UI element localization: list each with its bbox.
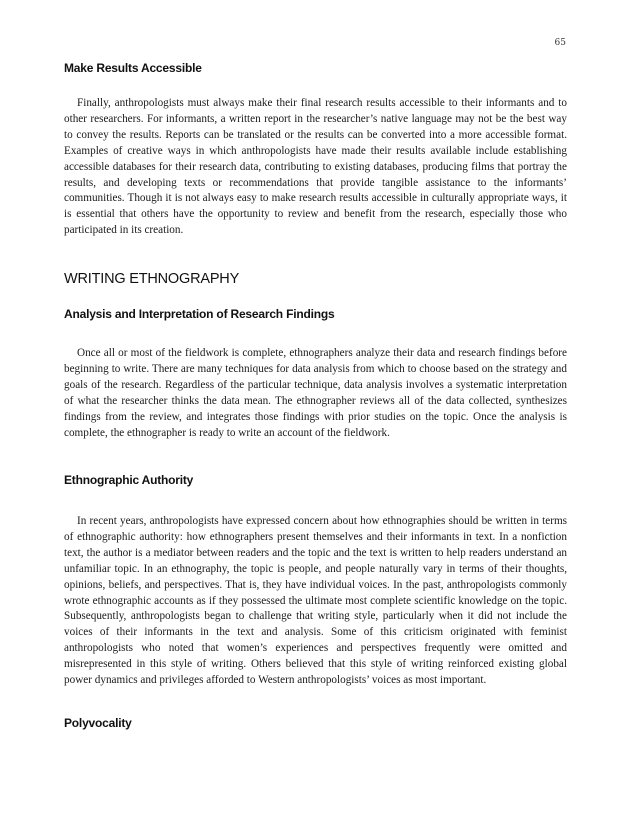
- paragraph-make-results-accessible: Finally, anthropologists must always make their final research results accessible to their informants and to other researchers. For informants, a written report in the researcher’s native language may not be the best way to convey the results. Reports can be translated or the results can be converted into a more accessible format. Examples of creative ways in which anthropologists have made their results available include establishing accessible databases for their research data, contributing to existing databases, producing films that portray the results, and developing texts or recommendations that provide tangible assistance to the informants’ communities. Though it is not always easy to make research results accessible in culturally appropriate ways, it is essential that others have the opportunity to review and benefit from the research, especially those who participated in its creation.: [64, 97, 567, 237]
- chapter-heading-writing-ethnography: WRITING ETHNOGRAPHY: [64, 271, 240, 287]
- section-heading-make-results-accessible: Make Results Accessible: [64, 61, 202, 75]
- section-heading-polyvocality: Polyvocality: [64, 716, 132, 730]
- section-heading-ethnographic-authority: Ethnographic Authority: [64, 473, 194, 487]
- paragraph-ethnographic-authority: In recent years, anthropologists have expressed concern about how ethnographies should be written in terms of ethnographic authority: how ethnographers present themselves and their informants in text. In a nonfiction text, the author is a mediator between readers and the topic and the text is written to help readers understand an unfamiliar topic. In an ethnography, the topic is people, and people naturally vary in terms of their thoughts, opinions, beliefs, and perspectives. That is, they have individual voices. In the past, anthropologists commonly wrote ethnographic accounts as if they possessed the ultimate most complete scientific knowledge on the topic. Subsequently, anthropologists began to challenge that writing style, particularly when it did not include the voices of their informants in the text and analysis. Some of this criticism originated with feminist anthropologists who noted that women’s experiences and perspectives frequently were omitted and misrepresented in this style of writing. Others believed that this style of writing reinforced existing global power dynamics and privileges afforded to Western anthropologists’ voices as most important.: [64, 515, 567, 687]
- page-number: 65: [554, 38, 566, 48]
- paragraph-analysis: Once all or most of the fieldwork is complete, ethnographers analyze their data and research findings before beginning to write. There are many techniques for data analysis from which to choose based on the strategy and goals of the research. Regardless of the particular technique, data analysis involves a systematic interpretation of what the researcher thinks the data mean. The ethnographer reviews all of the data collected, synthesizes findings from the review, and integrates those findings with prior studies on the topic. Once the analysis is complete, the ethnographer is ready to write an account of the fieldwork.: [64, 347, 567, 439]
- section-heading-analysis: Analysis and Interpretation of Research Findings: [64, 307, 335, 321]
